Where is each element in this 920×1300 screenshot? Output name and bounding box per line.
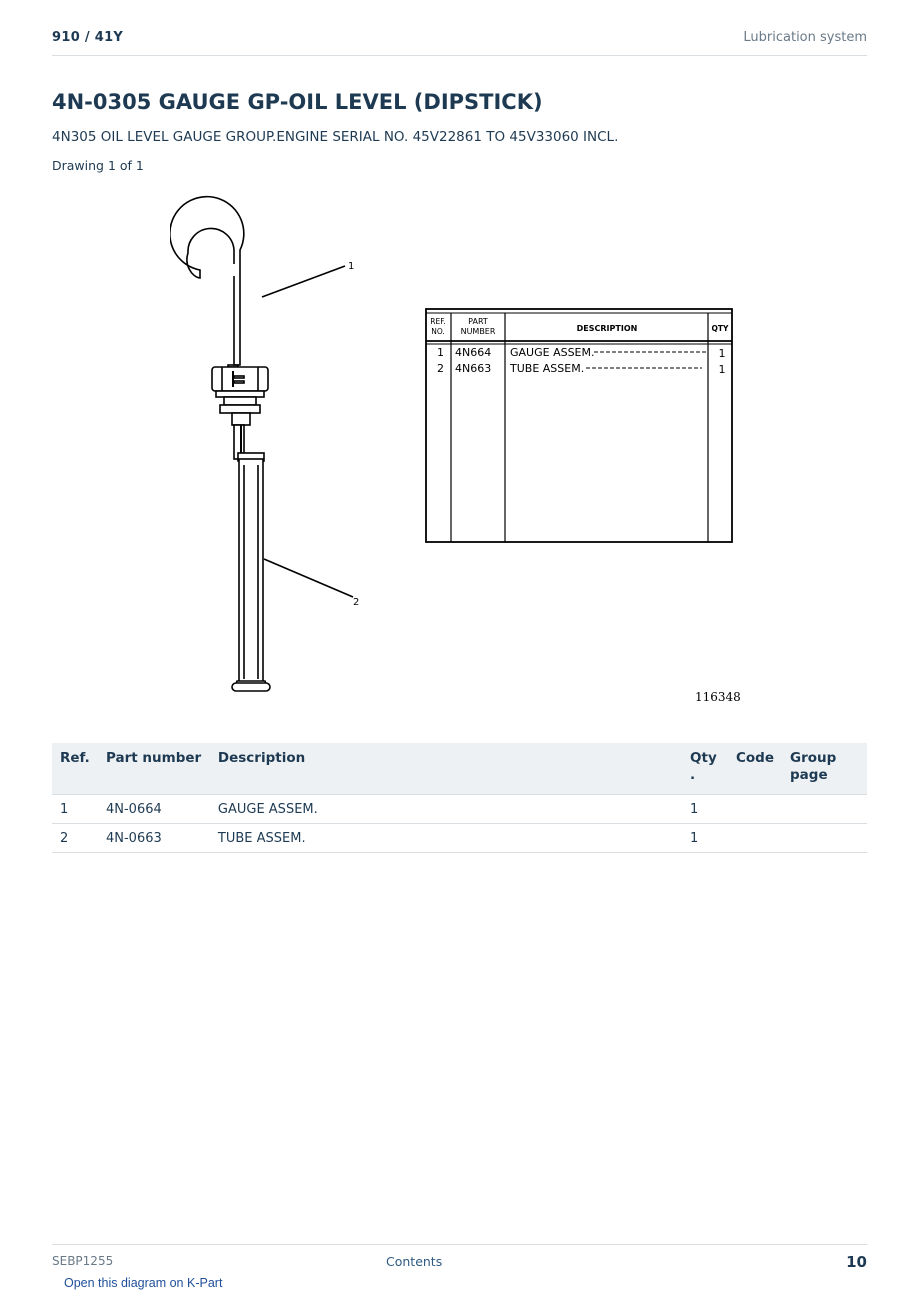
inset-desc-header: DESCRIPTION bbox=[576, 324, 638, 333]
dipstick-illustration bbox=[170, 197, 353, 691]
illustration-number: 116348 bbox=[695, 690, 741, 704]
table-row bbox=[52, 795, 867, 824]
ref-column-header: Ref. bbox=[60, 750, 90, 766]
parts-table-header bbox=[52, 743, 867, 795]
page-footer bbox=[52, 1244, 867, 1274]
row-qty: 1 bbox=[682, 795, 728, 824]
row-ref: 2 bbox=[52, 824, 98, 853]
inset-part-header-2: NUMBER bbox=[460, 327, 496, 336]
model-label: 910 / 41Y bbox=[52, 30, 124, 45]
inset-row-2-ref: 2 bbox=[437, 362, 444, 375]
row-code bbox=[728, 795, 782, 824]
callout-2: 2 bbox=[353, 597, 360, 608]
section-label: Lubrication system bbox=[743, 30, 867, 45]
parts-diagram bbox=[170, 195, 750, 715]
row-description: GAUGE ASSEM. bbox=[210, 795, 682, 824]
drawing-count: Drawing 1 of 1 bbox=[52, 158, 144, 173]
inset-row-1-desc: GAUGE ASSEM. bbox=[510, 346, 595, 359]
inset-row-2-qty: 1 bbox=[718, 363, 726, 376]
description-column-header: Description bbox=[217, 750, 306, 766]
inset-row-1-part: 4N664 bbox=[455, 346, 492, 359]
parts-table bbox=[52, 743, 867, 853]
row-part-number: 4N-0664 bbox=[98, 795, 210, 824]
code-column-header: Code bbox=[736, 750, 775, 766]
row-qty: 1 bbox=[682, 824, 728, 853]
leader-line-1 bbox=[262, 266, 345, 297]
inset-row-2-part: 4N663 bbox=[455, 362, 492, 375]
qty-column-header: Qty . bbox=[690, 750, 717, 783]
group-page-column-header: Group page bbox=[790, 750, 837, 783]
inset-ref-header: REF. bbox=[430, 317, 446, 326]
inset-part-header: PART bbox=[468, 317, 488, 326]
inset-qty-header: QTY bbox=[711, 324, 729, 333]
callout-1: 1 bbox=[348, 261, 355, 272]
inset-ref-header-2: NO. bbox=[431, 327, 445, 336]
row-description: TUBE ASSEM. bbox=[210, 824, 682, 853]
page-header bbox=[52, 28, 867, 56]
document-id: SEBP1255 bbox=[52, 1254, 114, 1268]
row-group-page bbox=[782, 795, 867, 824]
row-group-page bbox=[782, 824, 867, 853]
inset-parts-list bbox=[426, 309, 732, 542]
part-number-column-header: Part number bbox=[105, 750, 202, 766]
page-number: 10 bbox=[846, 1253, 867, 1271]
row-ref: 1 bbox=[52, 795, 98, 824]
leader-line-2 bbox=[264, 559, 353, 597]
row-code bbox=[728, 824, 782, 853]
contents-link[interactable]: Contents bbox=[386, 1254, 443, 1269]
page-subtitle: 4N305 OIL LEVEL GAUGE GROUP.ENGINE SERIAL NO. 45V22861 TO 45V33060 INCL. bbox=[52, 129, 619, 145]
table-row bbox=[52, 824, 867, 853]
inset-row-2-desc: TUBE ASSEM. bbox=[510, 362, 585, 375]
inset-row-1-ref: 1 bbox=[437, 346, 444, 359]
open-in-kpart-link[interactable]: Open this diagram on K-Part bbox=[64, 1276, 223, 1290]
page-title: 4N-0305 GAUGE GP-OIL LEVEL (DIPSTICK) bbox=[52, 90, 543, 114]
inset-row-1-qty: 1 bbox=[718, 347, 726, 360]
row-part-number: 4N-0663 bbox=[98, 824, 210, 853]
